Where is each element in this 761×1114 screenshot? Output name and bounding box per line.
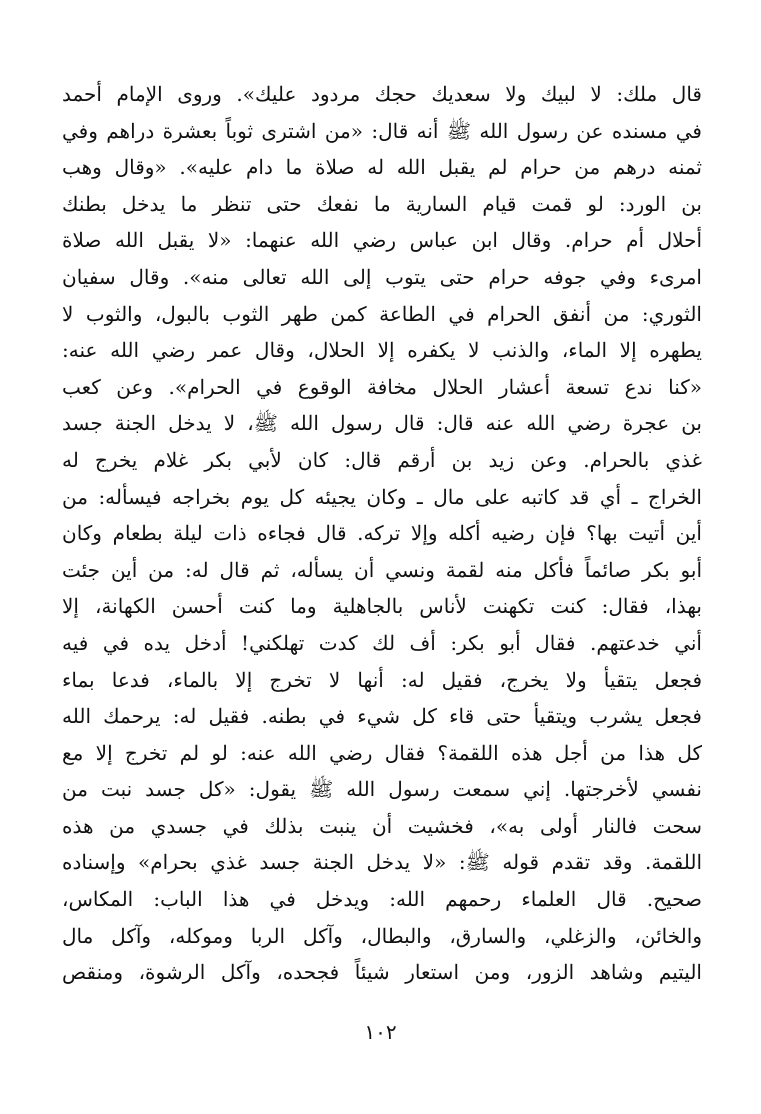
text-line-11: غذي بالحرام. وعن زيد بن أرقم قال: كان لأبي بكر غلام يخرج له — [62, 447, 702, 472]
text-line-12: الخراج ـ أي قد كاتبه على مال ـ وكان يجيئه كل يوم بخراجه فيسأله: من — [62, 484, 702, 509]
text-line-19: كل هذا من أجل هذه اللقمة؟ فقال رضي الله عنه: لو لم تخرج إلا مع — [62, 740, 702, 765]
text-line-1: قال ملك: لا لبيك ولا سعديك حجك مردود عليك». وروى الإمام أحمد — [62, 82, 702, 106]
text-line-2: في مسنده عن رسول الله ﷺ أنه قال: «من اشترى ثوباً بعشرة دراهم وفي — [62, 118, 702, 143]
body-text — [62, 76, 702, 991]
text-line-14: أبو بكر صائماً فأكل منه لقمة ونسي أن يسأله، ثم قال له: من أين جئت — [62, 557, 702, 582]
text-line-17: فجعل يتقيأ ولا يخرج، فقيل له: أنها لا تخرج إلا بالماء، فدعا بماء — [62, 667, 702, 692]
text-line-13: أين أتيت بها؟ فإن رضيه أكله وإلا تركه. قال فجاءه ذات ليلة بطعام وكان — [62, 521, 702, 546]
text-line-18: فجعل يشرب ويتقيأ حتى قاء كل شيء في بطنه. فقيل له: يرحمك الله — [62, 704, 702, 729]
text-line-6: امرىء وفي جوفه حرام حتى يتوب إلى الله تعالى منه». وقال سفيان — [62, 264, 702, 289]
text-line-7: الثوري: من أنفق الحرام في الطاعة كمن طهر الثوب بالبول، والثوب لا — [62, 301, 702, 326]
page-number: ١٠٢ — [364, 1020, 397, 1044]
text-line-8: يطهره إلا الماء، والذنب لا يكفره إلا الحلال، وقال عمر رضي الله عنه: — [62, 338, 702, 363]
text-line-23: صحيح. قال العلماء رحمهم الله: ويدخل في هذا الباب: المكاس، — [62, 887, 702, 912]
text-line-3: ثمنه درهم من حرام لم يقبل الله له صلاة ما دام عليه». «وقال وهب — [62, 155, 702, 180]
text-line-25: اليتيم وشاهد الزور، ومن استعار شيئاً فجحده، وآكل الرشوة، ومنقص — [62, 960, 702, 985]
text-line-4: بن الورد: لو قمت قيام السارية ما نفعك حتى تنظر ما يدخل بطنك — [62, 191, 702, 216]
text-line-21: سحت فالنار أولى به»، فخشيت أن ينبت بذلك في جسدي من هذه — [62, 813, 702, 838]
text-line-16: أني خدعتهم. فقال أبو بكر: أف لك كدت تهلكني! أدخل يده في فيه — [62, 630, 702, 655]
text-line-22: اللقمة. وقد تقدم قوله ﷺ: «لا يدخل الجنة جسد غذي بحرام» وإسناده — [62, 850, 702, 875]
text-line-24: والخائن، والزغلي، والسارق، والبطال، وآكل الربا وموكله، وآكل مال — [62, 923, 702, 948]
text-line-20: نفسي لأخرجتها. إني سمعت رسول الله ﷺ يقول: «كل جسد نبت من — [62, 777, 702, 802]
text-line-5: أحلال أم حرام. وقال ابن عباس رضي الله عنهما: «لا يقبل الله صلاة — [62, 228, 702, 253]
text-line-10: بن عجرة رضي الله عنه قال: قال رسول الله ﷺ، لا يدخل الجنة جسد — [62, 411, 702, 436]
text-line-9: «كنا ندع تسعة أعشار الحلال مخافة الوقوع في الحرام». وعن كعب — [62, 374, 702, 399]
text-line-15: بهذا، فقال: كنت تكهنت لأناس بالجاهلية وما كنت أحسن الكهانة، إلا — [62, 594, 702, 619]
